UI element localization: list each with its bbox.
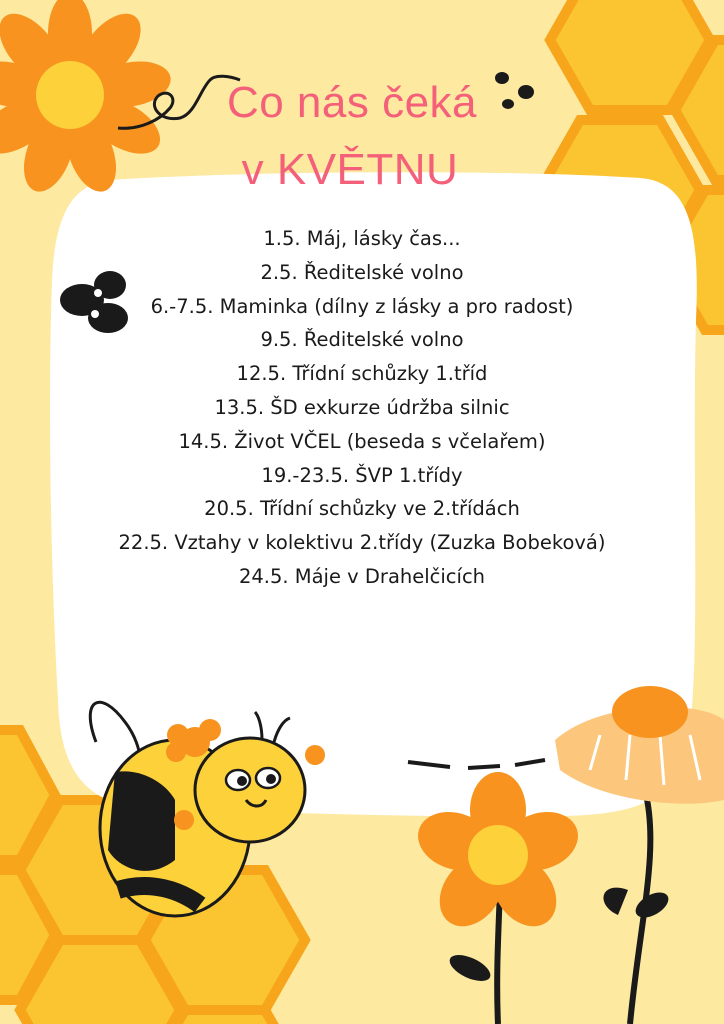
event-item: 19.-23.5. ŠVP 1.třídy	[261, 463, 463, 487]
title-line-1: Co nás čeká	[226, 78, 478, 127]
event-item: 22.5. Vztahy v kolektivu 2.třídy (Zuzka Bobeková)	[118, 531, 606, 555]
event-item: 24.5. Máje v Drahelčicích	[238, 564, 486, 588]
event-item: 12.5. Třídní schůzky 1.tříd	[236, 362, 488, 386]
event-item: 13.5. ŠD exkurze údržba silnic	[214, 395, 510, 419]
event-item: 9.5. Ředitelské volno	[260, 328, 464, 352]
event-item: 20.5. Třídní schůzky ve 2.třídách	[204, 497, 520, 521]
title-line-2: v KVĚTNU	[241, 145, 459, 194]
event-item: 1.5. Máj, lásky čas...	[263, 227, 461, 250]
event-list	[40, 222, 684, 594]
event-item: 2.5. Ředitelské volno	[260, 260, 464, 284]
event-item: 14.5. Život VČEL (beseda s včelařem)	[178, 429, 546, 453]
event-item: 6.-7.5. Maminka (dílny z lásky a pro radost)	[150, 294, 574, 318]
